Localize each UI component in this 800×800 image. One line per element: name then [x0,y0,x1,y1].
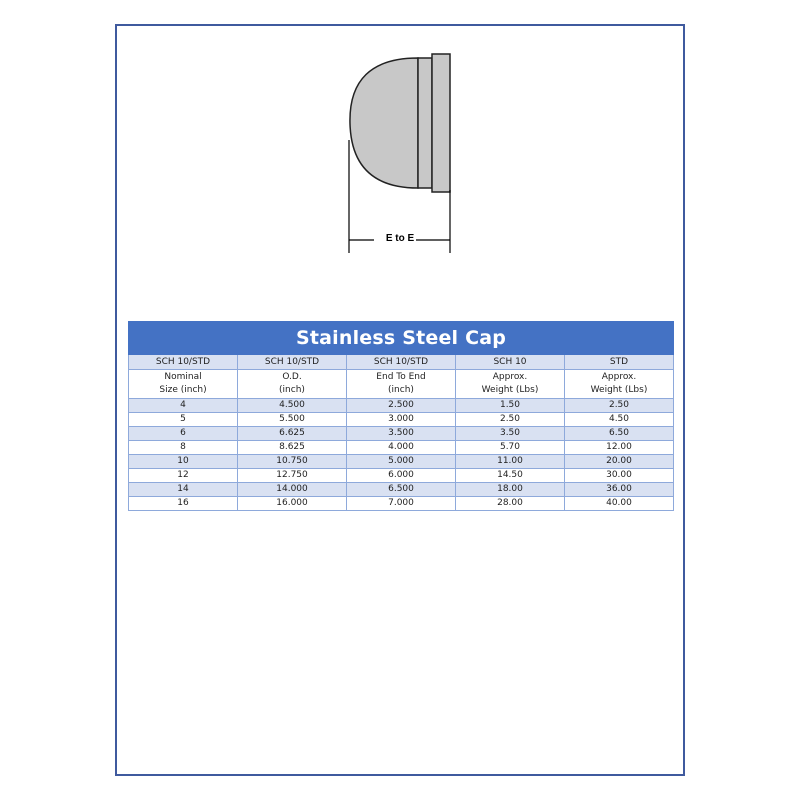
column-header-od: O.D. (inch) [238,370,347,399]
table-cell: 14 [129,483,238,497]
table-cell: 16.000 [238,497,347,511]
table-cell: 2.50 [565,399,674,413]
table-row [129,483,674,497]
table-row [129,469,674,483]
table-row [129,441,674,455]
table-cell: 28.00 [456,497,565,511]
cap-dome-shape [350,58,418,188]
table-cell: 2.500 [347,399,456,413]
table-cell: 8.625 [238,441,347,455]
column-header-end-to-end: End To End (inch) [347,370,456,399]
table-row [129,455,674,469]
table-title: Stainless Steel Cap [129,322,674,355]
table-cell: 12.750 [238,469,347,483]
table-cell: 5.70 [456,441,565,455]
table-cell: 1.50 [456,399,565,413]
group-header-row [129,355,674,370]
table-cell: 3.500 [347,427,456,441]
table-cell: 4.50 [565,413,674,427]
table-row [129,497,674,511]
table-cell: 3.000 [347,413,456,427]
table-cell: 4.500 [238,399,347,413]
table-cell: 6.625 [238,427,347,441]
table-cell: 5.500 [238,413,347,427]
table-cell: 12.00 [565,441,674,455]
table-cell: 8 [129,441,238,455]
table-cell: 3.50 [456,427,565,441]
table-cell: 6.500 [347,483,456,497]
table-cell: 40.00 [565,497,674,511]
table-cell: 36.00 [565,483,674,497]
group-header: SCH 10/STD [347,355,456,370]
column-header-row [129,370,674,399]
table-cell: 2.50 [456,413,565,427]
table-cell: 6.000 [347,469,456,483]
column-header-weight-std: Approx. Weight (Lbs) [565,370,674,399]
spec-table [128,321,674,511]
group-header: SCH 10/STD [238,355,347,370]
table-row [129,413,674,427]
table-cell: 4 [129,399,238,413]
group-header: SCH 10 [456,355,565,370]
cap-diagram [330,40,470,260]
table-cell: 10.750 [238,455,347,469]
table-cell: 10 [129,455,238,469]
table-cell: 12 [129,469,238,483]
table-row [129,399,674,413]
cap-lip-shape [432,54,450,192]
column-header-weight-sch10: Approx. Weight (Lbs) [456,370,565,399]
table-cell: 7.000 [347,497,456,511]
table-cell: 14.000 [238,483,347,497]
dimension-label: E to E [385,233,415,244]
table-cell: 18.00 [456,483,565,497]
table-cell: 5.000 [347,455,456,469]
table-cell: 30.00 [565,469,674,483]
table-cell: 14.50 [456,469,565,483]
cap-body-shape [418,58,432,188]
table-cell: 5 [129,413,238,427]
table-row [129,427,674,441]
table-cell: 6.50 [565,427,674,441]
table-cell: 16 [129,497,238,511]
column-header-nominal-size: Nominal Size (inch) [129,370,238,399]
table-cell: 6 [129,427,238,441]
group-header: SCH 10/STD [129,355,238,370]
table-cell: 11.00 [456,455,565,469]
group-header: STD [565,355,674,370]
table-cell: 4.000 [347,441,456,455]
table-cell: 20.00 [565,455,674,469]
